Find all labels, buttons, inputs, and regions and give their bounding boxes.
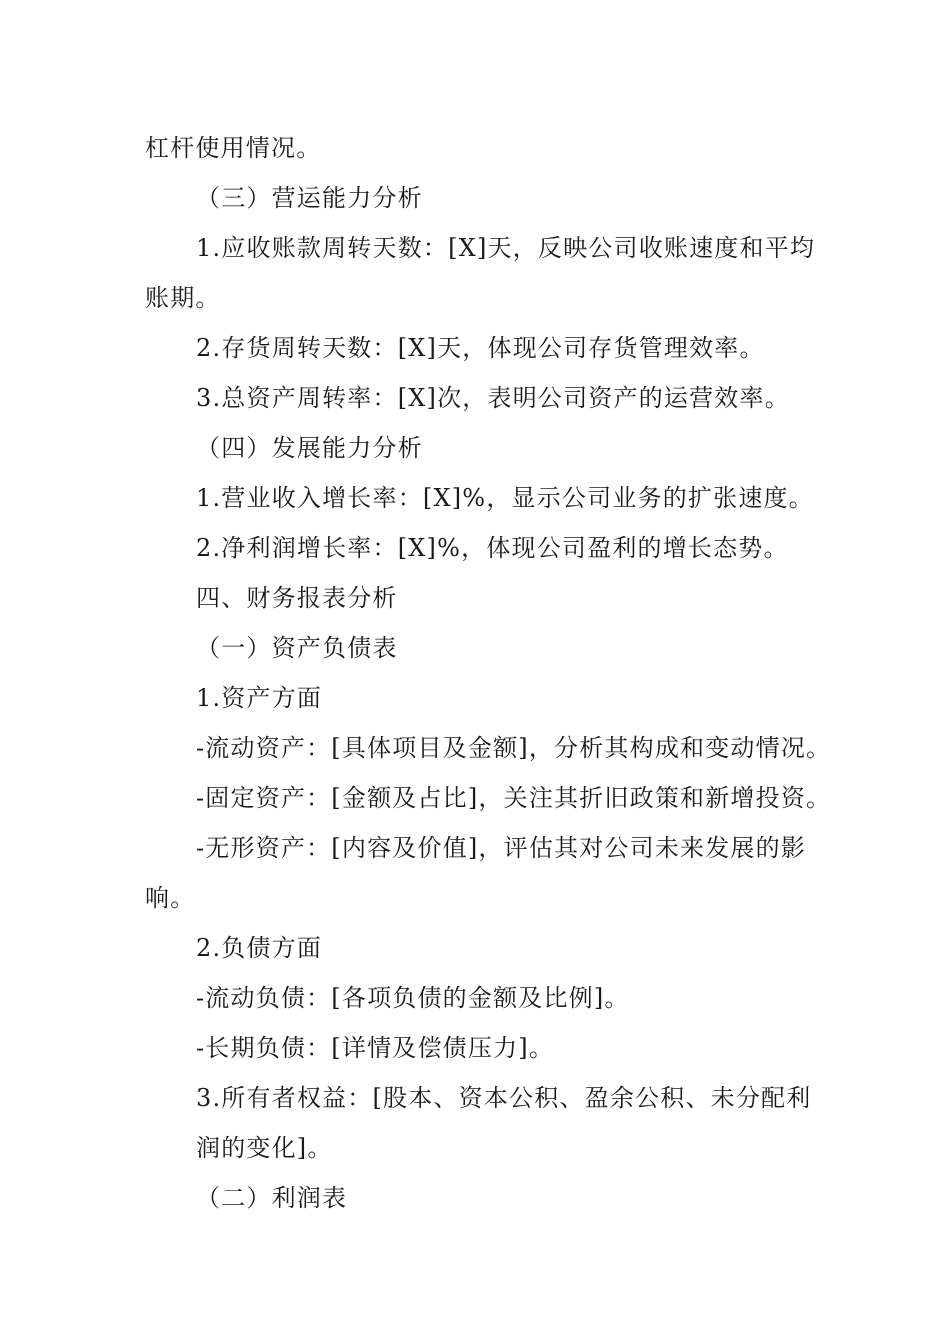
- text-line: -长期负债：[详情及偿债压力]。: [196, 1034, 555, 1062]
- text-line: 响。: [145, 884, 196, 912]
- text-line: 3.所有者权益：[股本、资本公积、盈余公积、未分配利: [196, 1084, 812, 1112]
- text-line: -固定资产：[金额及占比]，关注其折旧政策和新增投资。: [196, 784, 832, 812]
- section-heading: 四、财务报表分析: [196, 584, 398, 612]
- section-heading: （一）资产负债表: [196, 634, 398, 662]
- text-line: 1.应收账款周转天数：[X]天，反映公司收账速度和平均: [196, 234, 816, 262]
- text-line: 3.总资产周转率：[X]次，表明公司资产的运营效率。: [196, 384, 790, 412]
- section-heading: （三）营运能力分析: [196, 184, 423, 212]
- subsection-heading: 2.负债方面: [196, 934, 323, 962]
- section-heading: （二）利润表: [196, 1184, 348, 1212]
- subsection-heading: 1.资产方面: [196, 684, 323, 712]
- text-line: -无形资产：[内容及价值]，评估其对公司未来发展的影: [196, 834, 807, 862]
- text-line: 2.存货周转天数：[X]天，体现公司存货管理效率。: [196, 334, 765, 362]
- text-line: 杠杆使用情况。: [145, 134, 322, 162]
- text-line: 2.净利润增长率：[X]%，体现公司盈利的增长态势。: [196, 534, 789, 562]
- text-line: -流动负债：[各项负债的金额及比例]。: [196, 984, 630, 1012]
- text-line: 1.营业收入增长率：[X]%，显示公司业务的扩张速度。: [196, 484, 814, 512]
- text-line: 润的变化]。: [196, 1134, 333, 1162]
- section-heading: （四）发展能力分析: [196, 434, 423, 462]
- text-line: -流动资产：[具体项目及金额]，分析其构成和变动情况。: [196, 734, 832, 762]
- text-line: 账期。: [145, 284, 221, 312]
